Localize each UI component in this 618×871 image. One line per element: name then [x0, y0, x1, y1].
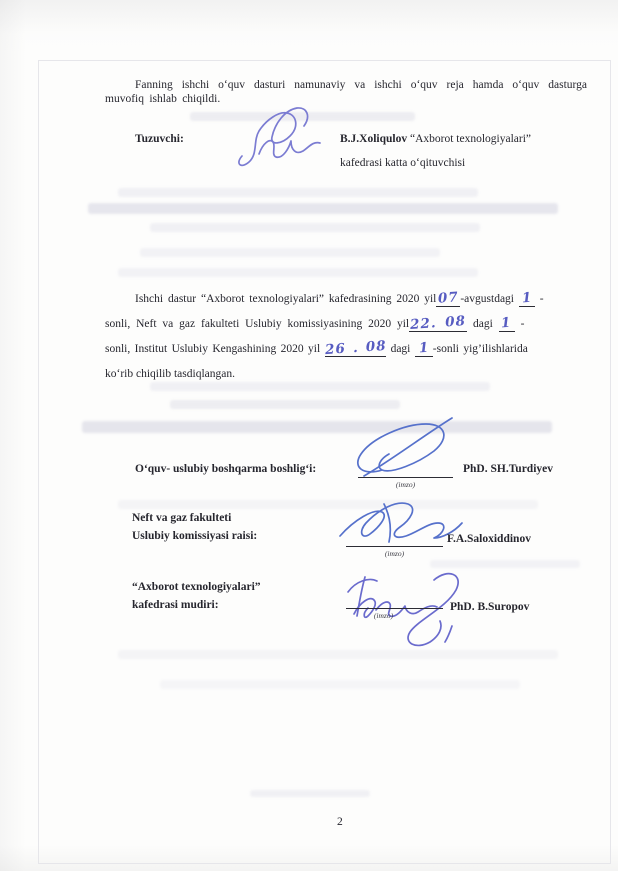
- intro-paragraph: Fanning ishchi o‘quv dasturi namunaviy va ishchi o‘quv reja hamda o‘quv dasturga muvofiq ishlab chiqildi.: [105, 79, 587, 105]
- signoff-1-signature: [346, 416, 466, 482]
- handwritten-date: 26 . 08: [324, 337, 387, 359]
- bleed-through-artifact: [170, 400, 400, 409]
- signoff-3-name: PhD. B.Suropov: [450, 601, 530, 613]
- approval-text: Ishchi dastur “Axborot texnologiyalari” kafedrasining 2020 yil: [135, 293, 437, 305]
- approval-text: dagi: [473, 318, 493, 330]
- approval-line-3: [105, 337, 528, 362]
- approval-line-1: [135, 287, 544, 312]
- bleed-through-artifact: [82, 421, 552, 433]
- bleed-through-artifact: [140, 248, 440, 257]
- signoff-1-label: O‘quv- uslubiy boshqarma boshlig‘i:: [135, 463, 317, 475]
- approval-text: -avgustdagi: [460, 293, 514, 305]
- handwritten-date: 07: [437, 289, 460, 307]
- signoff-2-imzo-caption: (imzo): [384, 549, 405, 558]
- scan-edge-shadow-top: [0, 0, 618, 34]
- signoff-3-label-line1: “Axborot texnologiyalari”: [132, 581, 261, 593]
- handwritten-number: 1: [500, 314, 513, 332]
- approval-line-2: [105, 312, 524, 337]
- signoff-1-imzo-caption: (imzo): [395, 480, 416, 489]
- handwritten-number: 1: [418, 339, 430, 357]
- scan-page-border: [38, 60, 611, 864]
- bleed-through-artifact: [150, 223, 480, 232]
- approval-line-4: ko‘rib chiqilib tasdiqlangan.: [105, 368, 235, 380]
- approval-text: dagi: [390, 343, 411, 355]
- signoff-1-signature-line: [358, 477, 453, 478]
- scan-edge-shadow-left: [0, 0, 26, 871]
- handwritten-number: 1: [521, 289, 533, 307]
- signoff-2-name: F.A.Saloxiddinov: [447, 533, 531, 545]
- bleed-through-artifact: [250, 790, 370, 797]
- author-name-suffix: “Axborot texnologiyalari”: [407, 133, 532, 145]
- page-number: 2: [337, 816, 343, 828]
- bleed-through-artifact: [160, 680, 520, 689]
- signoff-2-label-line2: Uslubiy komissiyasi raisi:: [132, 530, 258, 542]
- signoff-2-label-line1: Neft va gaz fakulteti: [132, 512, 232, 524]
- author-name: B.J.Xoliqulov: [340, 133, 408, 145]
- approval-text: sonli, Institut Uslubiy Kengashining 2020 yil: [105, 343, 321, 355]
- signoff-3-signature-line: [346, 608, 443, 609]
- handwritten-date: 22. 08: [409, 313, 467, 333]
- signoff-2-signature-line: [346, 546, 443, 547]
- author-name-line: [340, 133, 531, 145]
- author-signature: [226, 96, 338, 176]
- approval-text: -sonli yig’ilishlarida: [432, 343, 528, 355]
- approval-text: sonli, Neft va gaz fakulteti Uslubiy komissiyasining 2020 yil: [105, 318, 410, 330]
- signoff-3-imzo-caption: (imzo): [373, 611, 394, 620]
- bleed-through-artifact: [118, 268, 478, 277]
- approval-text: -: [539, 293, 544, 305]
- author-label: Tuzuvchi:: [135, 133, 184, 145]
- author-role: kafedrasi katta o‘qituvchisi: [340, 157, 466, 169]
- signoff-1-name: PhD. SH.Turdiyev: [463, 463, 554, 475]
- bleed-through-artifact: [118, 188, 478, 197]
- approval-text: -: [520, 318, 525, 330]
- bleed-through-artifact: [88, 203, 558, 214]
- bleed-through-artifact: [118, 500, 538, 509]
- signoff-3-label-line2: kafedrasi mudiri:: [132, 599, 219, 611]
